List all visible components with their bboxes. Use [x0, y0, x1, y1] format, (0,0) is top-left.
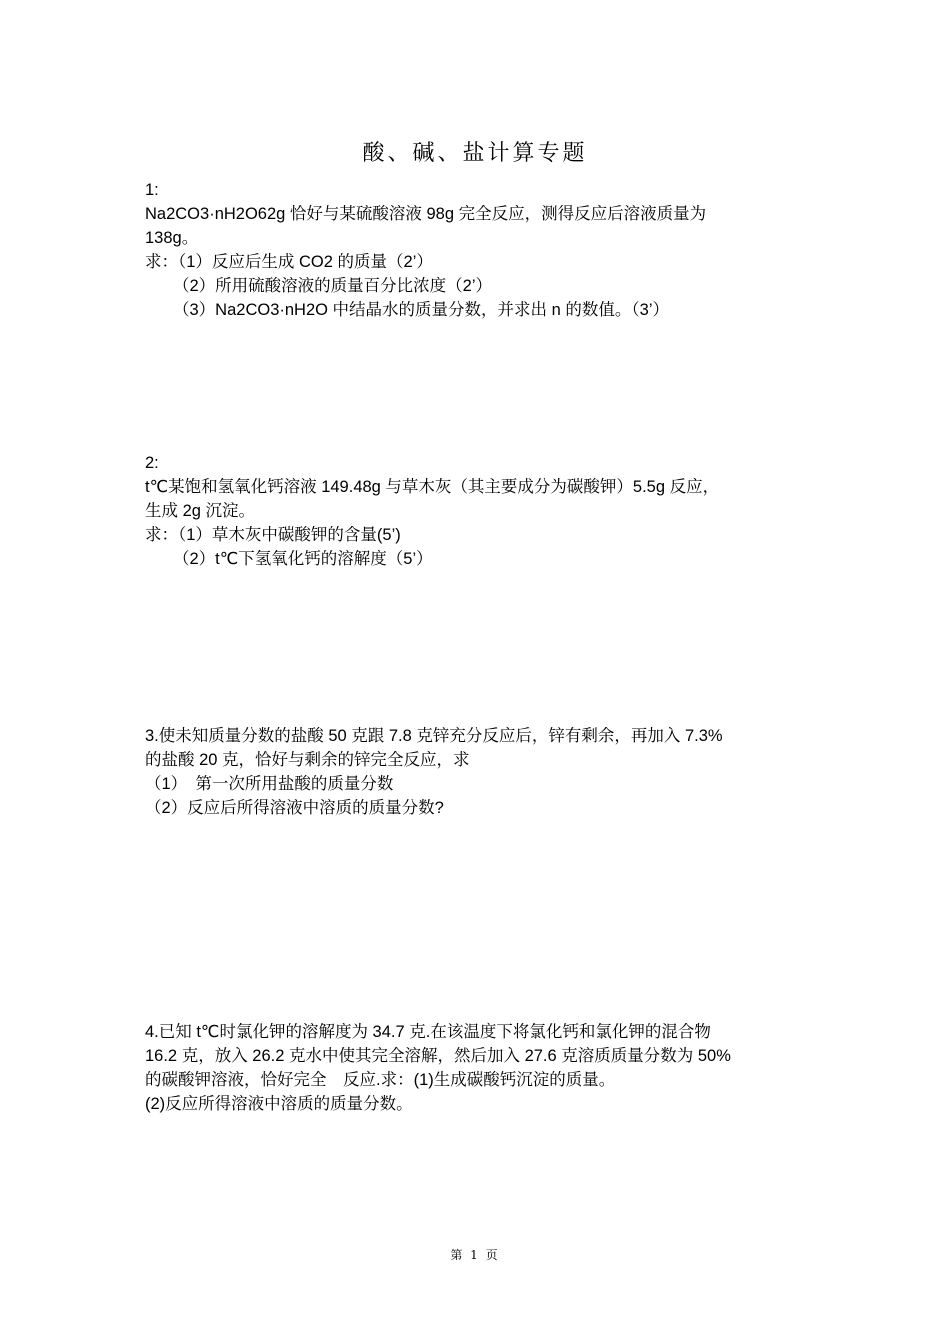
q2-text-line2: 生成 2g 沉淀。: [145, 502, 256, 520]
q2-sub1: 求：（1）草木灰中碳酸钾的含量(5’): [145, 526, 401, 544]
q3-text-line2: 的盐酸 20 克，恰好与剩余的锌完全反应，求: [145, 751, 470, 769]
q1-text-line2: 138g。: [145, 229, 199, 247]
q3-sub2: （2）反应后所得溶液中溶质的质量分数?: [145, 799, 444, 817]
page-title: 酸、碱、盐计算专题: [362, 141, 588, 166]
q1-number: 1:: [145, 181, 159, 199]
q3-text-line1: 3.使未知质量分数的盐酸 50 克跟 7.8 克锌充分反应后，锌有剩余，再加入 7.3%: [145, 727, 723, 745]
page-number-footer: 第 1 页: [450, 1248, 500, 1262]
q4-text-line1: 4.已知 t℃时氯化钾的溶解度为 34.7 克.在该温度下将氯化钙和氯化钾的混合物: [145, 1023, 711, 1041]
q1-text-line1: Na2CO3·nH2O62g 恰好与某硫酸溶液 98g 完全反应，测得反应后溶液质量为: [145, 205, 707, 223]
q2-text-line1: t℃某饱和氢氧化钙溶液 149.48g 与草木灰（其主要成分为碳酸钾）5.5g 反应，: [145, 478, 720, 496]
q2-number: 2:: [145, 454, 159, 472]
q4-text-line3: 的碳酸钾溶液，恰好完全 反应.求：(1)生成碳酸钙沉淀的质量。: [145, 1071, 616, 1089]
q1-sub3: （3）Na2CO3·nH2O 中结晶水的质量分数，并求出 n 的数值。（3’）: [173, 301, 669, 319]
q1-sub1: 求：（1）反应后生成 CO2 的质量（2’）: [145, 253, 433, 271]
q2-sub2: （2）t℃下氢氧化钙的溶解度（5’）: [173, 550, 433, 568]
q4-text-line4: (2)反应所得溶液中溶质的质量分数。: [145, 1095, 413, 1113]
q4-text-line2: 16.2 克，放入 26.2 克水中使其完全溶解，然后加入 27.6 克溶质质量分数为 50%: [145, 1047, 731, 1065]
q3-sub1: （1） 第一次所用盐酸的质量分数: [145, 775, 394, 793]
q1-sub2: （2）所用硫酸溶液的质量百分比浓度（2’）: [173, 277, 493, 295]
